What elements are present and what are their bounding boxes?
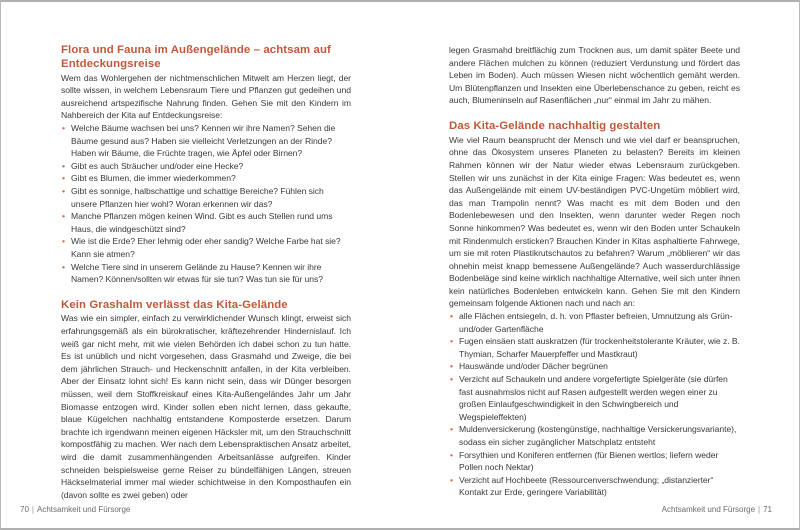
running-title: Achtsamkeit und Fürsorge (36, 505, 131, 514)
list-item (61, 235, 351, 260)
bullet-icon: • (62, 185, 65, 196)
list-item-text: Gibt es auch Sträucher und/oder eine Hecke? (71, 160, 244, 171)
heading-flora-fauna: Flora und Fauna im Außengelände – achtsam auf Entdeckungsreise (61, 44, 331, 70)
list-item-text: Welche Bäume wachsen bei uns? Kennen wir ihre Namen? Sehen die Bäume gesund aus? Haben sie vielleicht Verletzungen an der Rinde? Haben wir Bäume, die Früchte tragen, wie Äpfel oder Birnen? (71, 122, 336, 159)
bullet-icon: • (62, 236, 65, 247)
list-item (449, 310, 740, 335)
bullet-icon: • (450, 336, 453, 347)
actions-list (449, 310, 740, 499)
list-item-text: alle Flächen entsiegeln, d. h. von Pflaster befreien, Umnutzung als Grün- und/oder Gartenfläche (459, 311, 733, 334)
right-page (400, 0, 800, 528)
left-page-footer (20, 505, 130, 514)
list-item (61, 210, 351, 235)
section-spacer (61, 286, 351, 299)
list-item-text: Forsythien und Koniferen entfernen (für Bienen wertlos; liefern weder Pollen noch Nektar) (459, 449, 719, 473)
list-item-text: Fugen einsäen statt auskratzen (für trockenheitstolerante Kräuter, wie z. B. Thymian, Scharfer Mauerpfeffer und Mastkraut) (459, 336, 740, 359)
bullet-icon: • (62, 160, 65, 171)
list-item-text: Hauswände und/oder Dächer begrünen (459, 361, 608, 372)
left-text-column (61, 44, 351, 501)
bullet-icon: • (450, 361, 453, 372)
list-item-text: Gibt es sonnige, halbschattige und schattige Bereiche? Fühlen sich unsere Pflanzen hier wohl? Woran erkennen wir das? (71, 185, 324, 209)
intro-paragraph: Wem das Wohlergehen der nichtmenschlichen Mitwelt am Herzen liegt, der sollte wissen, in welchem Lebensraum Tiere und Pflanzen gut gedeihen und ausreichend artspezifische Nahrung finden. Gehen Sie mit den Kindern im Nahbereich der Kita auf Entdeckungsreise: (61, 72, 351, 121)
list-item (449, 373, 740, 423)
list-item-text: Wie ist die Erde? Eher lehmig oder eher sandig? Welche Farbe hat sie? Kann sie atmen? (71, 236, 341, 259)
bullet-icon: • (62, 261, 65, 272)
bullet-icon: • (450, 424, 453, 435)
list-item (449, 335, 740, 360)
footer-separator: | (758, 505, 761, 514)
bullet-icon: • (450, 474, 453, 485)
left-page (0, 0, 400, 528)
footer-separator: | (31, 505, 34, 514)
bullet-icon: • (450, 311, 453, 322)
bullet-icon: • (450, 374, 453, 385)
heading-grashalm: Kein Grashalm verlässt das Kita-Gelände (61, 298, 288, 311)
list-item-text: Manche Pflanzen mögen keinen Wind. Gibt es auch Stellen rund ums Haus, die windgeschützt sind? (71, 211, 333, 234)
list-item-text: Verzicht auf Hochbeete (Ressourcenverschwendung; „distanzierter“ Kontakt zur Erde, geringere Variabilität) (459, 474, 714, 498)
page-number: 71 (763, 505, 772, 514)
nachhaltig-paragraph: Wie viel Raum beansprucht der Mensch und wie viel darf er beanspruchen, ohne das Ökosystem unseres Planeten zu belasten? Bereits im kleinen Rahmen können wir der Natur wieder etwas Lebensraum zurückgeben. Stellen wir uns zunächst in der Kita einige Fragen: Was bedeutet es, wenn das Außengelände mit einem UV-beständigen PVC-Ungetüm möbliert wird, das man Trampolin nennt? Was macht es mit dem Boden und den Bodenlebewesen und den Insekten, wenn darunter weder Regen noch Sonne hinkommen? Was bedeutet es, wenn wir den Boden unter Schaukeln mit Rindenmulch ersticken? Brauchen Kinder in Kitas asphaltierte Fahrwege, um sie mit roten Plastikrutschautos zu befahren? Warum „möblieren“ wir das ohnehin meist knapp bemessene Außengelände? Auch wasserdurchlässige Bodenbeläge sind keine wirklich nachhaltige Alternative, weil sich unter ihnen kein natürliches Bodenleben entwickeln kann. Gehen Sie mit den Kindern gemeinsam folgende Aktionen nach und nach an: (449, 134, 740, 309)
grashalm-paragraph: Was wie ein simpler, einfach zu verwirklichender Wunsch klingt, erweist sich erfahrungsgemäß als ein bürokratischer, kräftezehrender Hindernislauf. Ich weiß gar nicht mehr, mit wie vielen Behörden ich dabei schon zu tun hatte. Es ist unüblich und nicht vorgesehen, dass Grasmahd und Zweige, die bei dem jährlichen Strauch- und Heckenschnitt anfallen, in der Kita verbleiben. Aber der Einsatz lohnt sich! Es kann nicht sein, dass wir Dünger besorgen müssen, weil dem Stoffkreiskauf eines Kita-Außengeländes Jahr um Jahr Biomasse entzogen wird. Kinder sollen eben nicht lernen, dass gekaufte, blaue Kügelchen nachhaltig entstandene Komposterde ersetzen. Darum brachte ich irgendwann meinen eigenen Häcksler mit, um den Strauchschnitt kompostfähig zu machen. Wer nach dem Lebenspraktischen Ansatz arbeitet, wird die damit zusammenhängenden Arbeitsanlässe aufgreifen. Kinder schneiden beispielsweise gerne Reiser zu bündelfähigen Längen, streuen Häckselmaterial immer mal wieder schichtweise in den Komposthaufen ein (davon sollte es zwei geben) oder (61, 313, 351, 500)
list-item (61, 185, 351, 210)
list-item (61, 261, 351, 286)
page-number: 70 (20, 505, 29, 514)
bullet-icon: • (62, 173, 65, 184)
right-text-column (449, 44, 740, 499)
list-item (449, 449, 740, 474)
bullet-icon: • (450, 449, 453, 460)
list-item (449, 360, 740, 373)
running-title: Achtsamkeit und Fürsorge (661, 505, 756, 514)
list-item-text: Muldenversickerung (kostengünstige, nachhaltige Versickerungsvariante), sodass ein sicher zugänglicher Matschplatz entsteht (459, 424, 737, 448)
continuation-paragraph: legen Grasmahd breitflächig zum Trocknen aus, um damit später Beete und andere Flächen mulchen zu können (reduziert Verdunstung und fördert das Leben im Boden). Auch müssen Wiesen nicht wöchentlich gemäht werden. Um Blütenpflanzen und Insekten eine Überlebenschance zu geben, reicht es auch, Blumeninseln auf Rasenflächen „nur“ einmal im Jahr zu mähen. (449, 45, 740, 106)
list-item (449, 423, 740, 448)
exploration-questions-list (61, 122, 351, 286)
list-item-text: Gibt es Blumen, die immer wiederkommen? (71, 173, 236, 184)
heading-nachhaltig: Das Kita-Gelände nachhaltig gestalten (449, 119, 661, 132)
list-item (61, 160, 351, 173)
list-item (61, 172, 351, 185)
list-item (61, 122, 351, 160)
bullet-icon: • (62, 211, 65, 222)
list-item-text: Welche Tiere sind in unserem Gelände zu Hause? Kennen wir ihre Namen? Können/sollten wir etwas für sie tun? Was tun sie für uns? (71, 261, 323, 285)
list-item (449, 474, 740, 499)
right-page-footer (662, 505, 772, 514)
list-item-text: Verzicht auf Schaukeln und andere vorgefertigte Spielgeräte (sie dürfen fast ausnahmslos nicht auf Rasen aufgestellt werden wegen einer zu großen Einlaufgeschwindigkeit in den Schwingbereich und Wegspieleffekten) (459, 374, 728, 422)
bullet-icon: • (62, 122, 65, 133)
section-spacer (449, 107, 740, 120)
